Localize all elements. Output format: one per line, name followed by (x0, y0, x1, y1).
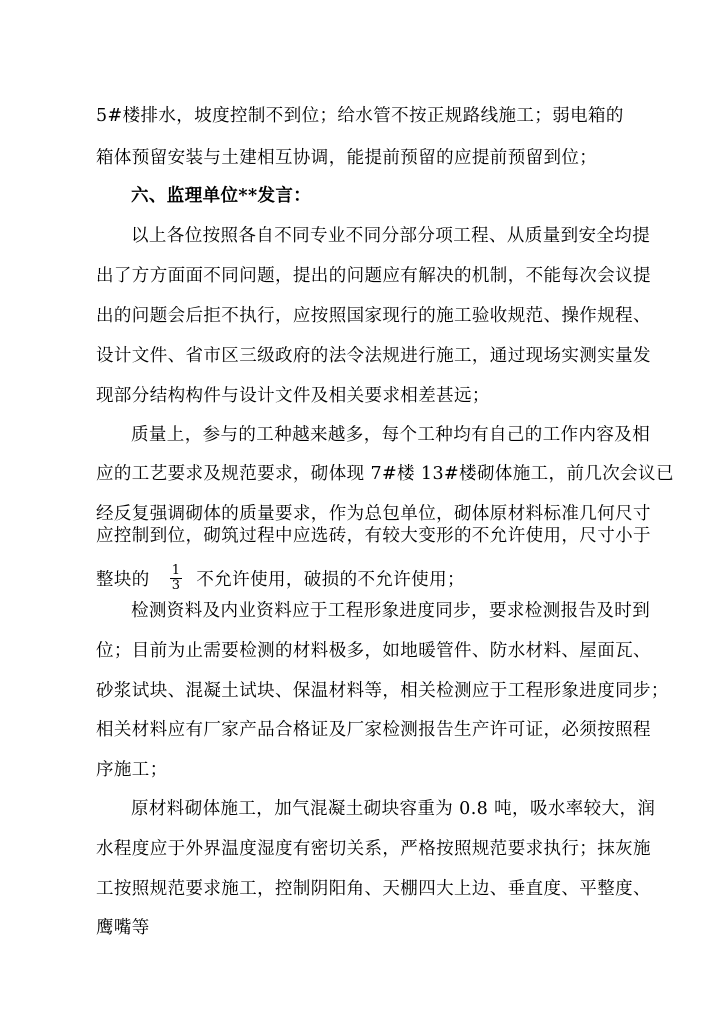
text-line: 相关材料应有厂家产品合格证及厂家检测报告生产许可证，必须按照程 (96, 720, 651, 740)
text-line: 应的工艺要求及规范要求，砌体现 7#楼 13#楼砌体施工，前几次会议已 (96, 464, 674, 484)
fraction-numerator: 1 (171, 563, 181, 578)
text-line: 水程度应于外界温度湿度有密切关系，严格按照规范要求执行；抹灰施 (96, 839, 651, 859)
text-line: 检测资料及内业资料应于工程形象进度同步，要求检测报告及时到 (131, 601, 651, 621)
text-segment: 整块的 (96, 570, 150, 590)
fraction-one-third (170, 564, 183, 593)
text-line: 出了方方面面不同问题，提出的问题应有解决的机制，不能每次会议提 (96, 266, 651, 286)
text-line: 以上各位按照各自不同专业不同分部分项工程、从质量到安全均提 (131, 226, 651, 246)
fraction-line (96, 563, 636, 595)
text-line: 5#楼排水，坡度控制不到位；给水管不按正规路线施工；弱电箱的 (96, 106, 624, 126)
text-line: 鹰嘴等 (96, 918, 150, 938)
text-line: 工按照规范要求施工，控制阴阳角、天棚四大上边、垂直度、平整度、 (96, 879, 651, 899)
text-line: 经反复强调砌体的质量要求，作为总包单位，砌体原材料标准几何尺寸 (96, 504, 651, 524)
text-line: 砂浆试块、混凝土试块、保温材料等，相关检测应于工程形象进度同步； (96, 681, 669, 701)
text-line: 箱体预留安装与土建相互协调，能提前预留的应提前预留到位； (96, 148, 598, 168)
text-line: 设计文件、省市区三级政府的法令法规进行施工，通过现场实测实量发 (96, 346, 651, 366)
text-line: 出的问题会后拒不执行，应按照国家现行的施工验收规范、操作规程、 (96, 306, 651, 326)
section-heading: 六、监理单位**发言： (131, 186, 312, 206)
text-line: 应控制到位，砌筑过程中应选砖，有较大变形的不允许使用，尺寸小于 (96, 526, 651, 546)
text-segment: 不允许使用，破损的不允许使用； (196, 570, 465, 590)
text-line: 序施工； (96, 760, 168, 780)
fraction-denominator: 3 (171, 578, 181, 593)
text-line: 位；目前为止需要检测的材料极多，如地暖管件、防水材料、屋面瓦、 (96, 641, 651, 661)
text-line: 原材料砌体施工，加气混凝土砌块容重为 0.8 吨，吸水率较大，润 (131, 799, 656, 819)
text-line: 质量上，参与的工种越来越多，每个工种均有自己的工作内容及相 (131, 425, 651, 445)
text-line: 现部分结构构件与设计文件及相关要求相差甚远； (96, 386, 490, 406)
